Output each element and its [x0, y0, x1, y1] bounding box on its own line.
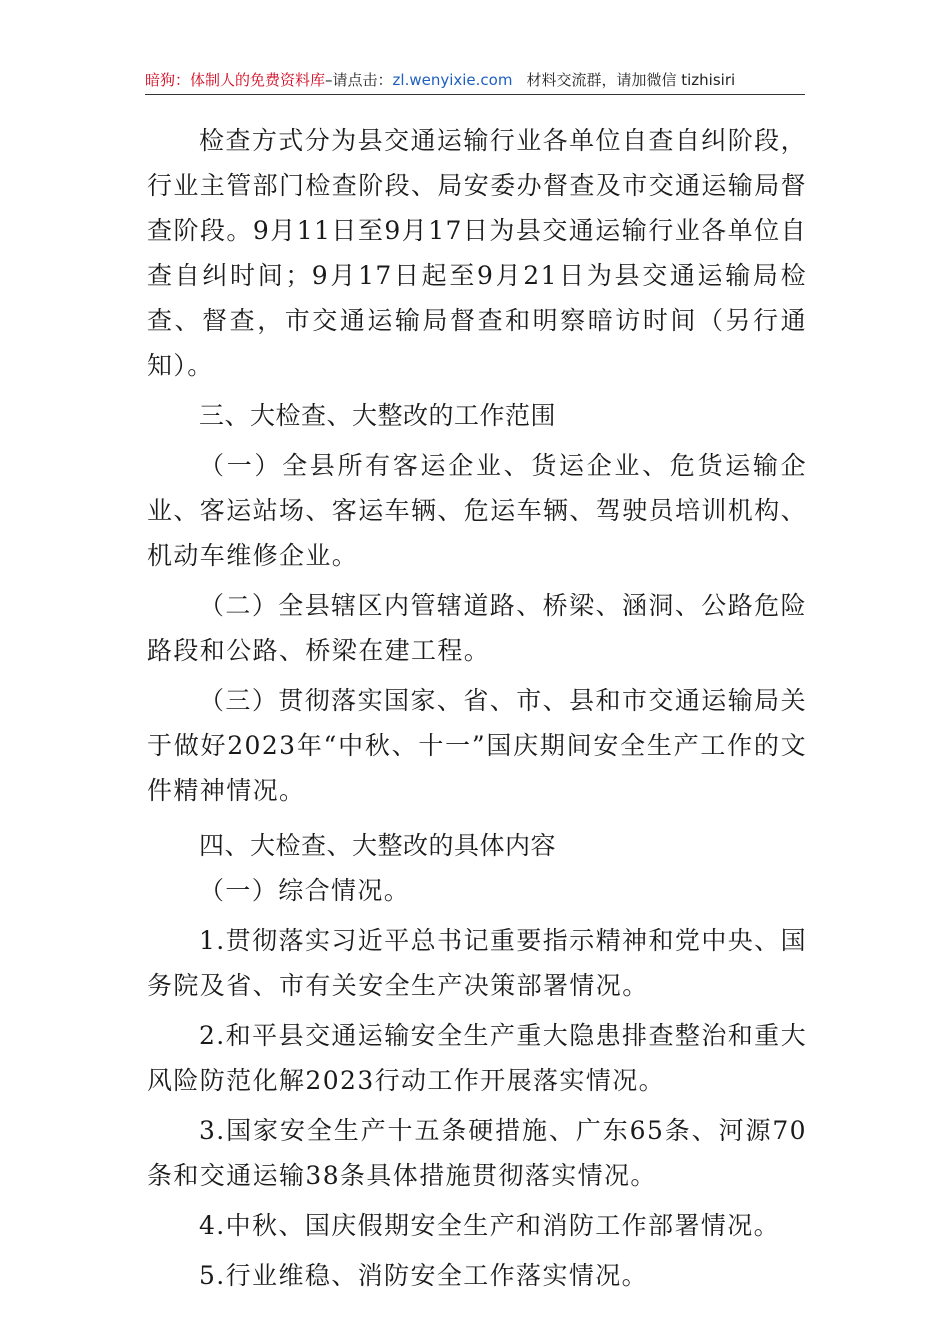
inspection-method-paragraph: 检查方式分为县交通运输行业各单位自查自纠阶段，行业主管部门检查阶段、局安委办督查及市交通运输局督查阶段。9月11日至9月17日为县交通运输行业各单位自查自纠时间；9月17日起至9月21日为县交通运输局检查、督查，市交通运输局督查和明察暗访时间（另行通知）。: [147, 126, 808, 380]
section-4-heading: 四、大检查、大整改的具体内容: [199, 831, 557, 860]
header-brand: 暗狗：体制人的免费资料库: [145, 71, 326, 89]
section-4-item-2: 2.和平县交通运输安全生产重大隐患排查整治和重大风险防范化解2023行动工作开展落实情况。: [147, 1021, 807, 1095]
section-3-item-2: （二）全县辖区内管辖道路、桥梁、涵洞、公路危险路段和公路、桥梁在建工程。: [147, 591, 807, 665]
header-group-text: 材料交流群，请加微信 tizhisiri: [526, 71, 736, 89]
section-3-heading: 三、大检查、大整改的工作范围: [199, 401, 557, 430]
page-header: [145, 66, 805, 95]
section-4-item-1: 1.贯彻落实习近平总书记重要指示精神和党中央、国务院及省、市有关安全生产决策部署情况。: [147, 926, 807, 1000]
section-4-item-4: 4.中秋、国庆假期安全生产和消防工作部署情况。: [199, 1211, 781, 1240]
section-4-item-5: 5.行业维稳、消防安全工作落实情况。: [199, 1261, 649, 1290]
document-body: [147, 118, 807, 1298]
header-click-prompt: –请点击：: [325, 71, 393, 89]
section-3-item-1: （一）全县所有客运企业、货运企业、危货运输企业、客运站场、客运车辆、危运车辆、驾驶员培训机构、机动车维修企业。: [147, 451, 808, 570]
header-url-link[interactable]: zl.wenyixie.com: [392, 71, 513, 89]
section-3-item-3: （三）贯彻落实国家、省、市、县和市交通运输局关于做好2023年“中秋、十一”国庆期间安全生产工作的文件精神情况。: [147, 686, 807, 805]
section-4-subheading-1: （一）综合情况。: [199, 876, 411, 905]
section-4-item-3: 3.国家安全生产十五条硬措施、广东65条、河源70条和交通运输38条具体措施贯彻落实情况。: [147, 1116, 807, 1190]
